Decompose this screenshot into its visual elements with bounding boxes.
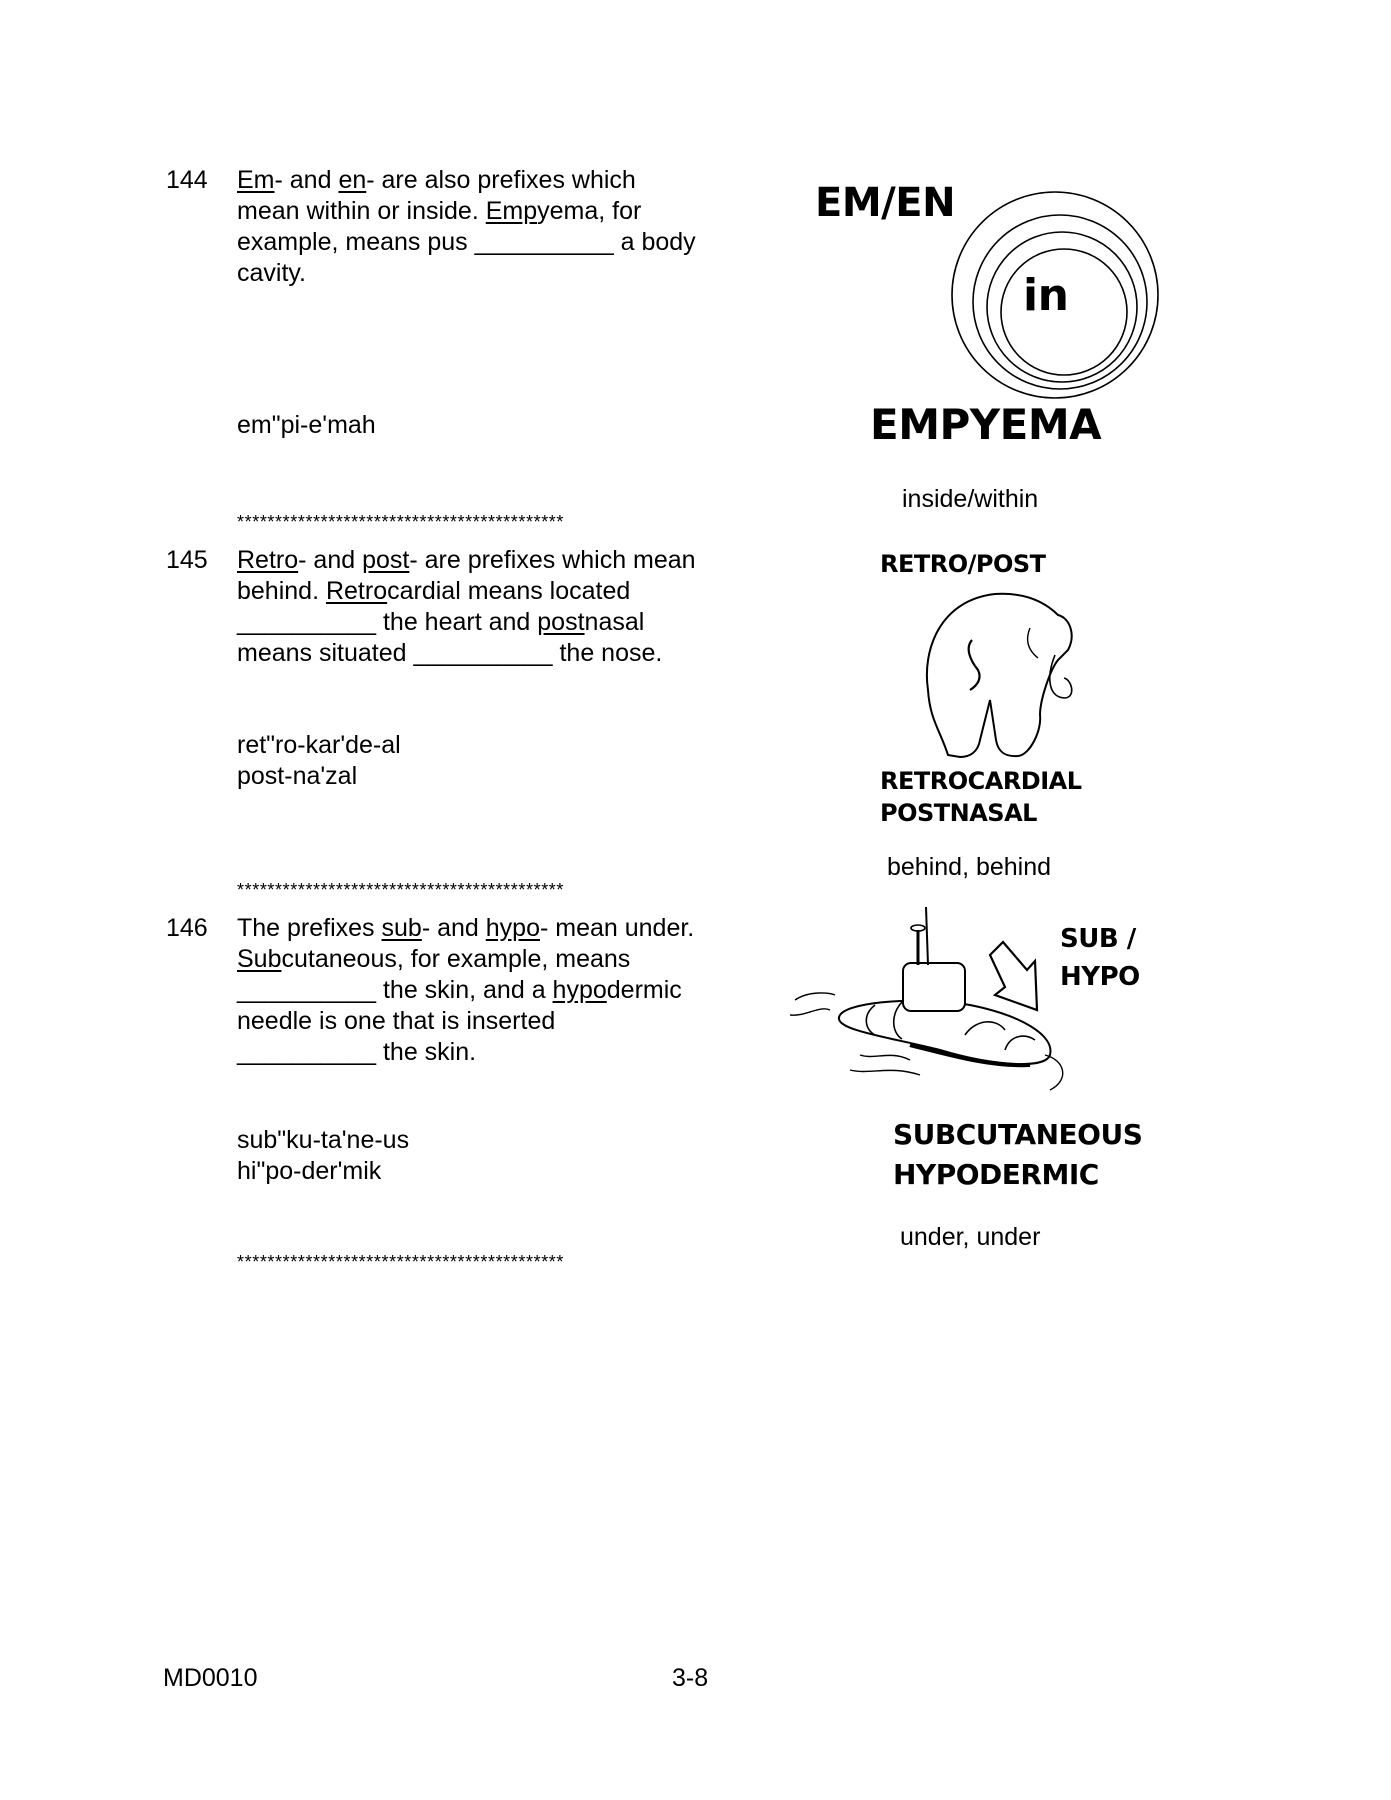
prefix-highlight: Em — [237, 166, 275, 194]
separator: ******************************************* — [237, 880, 565, 900]
prefix-highlight: Retro — [237, 546, 299, 574]
prefix-highlight: Retro — [325, 577, 388, 605]
sub-hypo-figure — [790, 905, 1160, 1205]
figure-caption: SUBCUTANEOUS HYPODERMIC — [893, 1118, 1143, 1191]
frame-number: 145 — [166, 546, 208, 574]
prefix-highlight: post — [537, 608, 585, 636]
elephant-icon — [900, 580, 1080, 760]
prefix-highlight: hypo — [552, 976, 607, 1004]
retro-post-figure — [850, 545, 1110, 825]
prefix-highlight: sub — [381, 914, 422, 942]
answer-144: inside/within — [902, 485, 1039, 513]
frame-text: The prefixes sub- and hypo- mean under. Subcutaneous, for example, means __________ the skin, and a hypodermic needle is one that is inserted __________ the skin. — [237, 914, 695, 1066]
prefix-highlight: post — [362, 546, 410, 574]
page-number: 3-8 — [672, 1664, 709, 1692]
separator: ******************************************* — [237, 512, 565, 532]
em-en-figure — [780, 150, 1160, 450]
frame-number: 144 — [166, 166, 208, 194]
prefix-highlight: en — [338, 166, 367, 194]
figure-title: SUB / HYPO — [1060, 924, 1140, 992]
pronunciation: em"pi-e'mah — [237, 411, 376, 439]
prefix-highlight: hypo — [485, 914, 540, 942]
frame-text: Em- and en- are also prefixes which mean within or inside. Empyema, for example, means pus __________ a body cavity. — [237, 166, 696, 287]
pronunciation: ret"ro-kar'de-al post-na'zal — [237, 731, 401, 790]
figure-title: EM/EN — [815, 180, 956, 226]
figure-title: RETRO/POST — [880, 550, 1046, 578]
frame-145 — [166, 545, 726, 705]
pronunciation: sub"ku-ta'ne-us hi"po-der'mik — [237, 1126, 410, 1185]
prefix-highlight: Emp — [485, 197, 538, 225]
frame-number: 146 — [166, 914, 208, 942]
circle-label: in — [1023, 270, 1069, 321]
separator: ******************************************* — [237, 1252, 565, 1272]
figure-caption: EMPYEMA — [870, 400, 1102, 449]
answer-146: under, under — [900, 1223, 1041, 1251]
prefix-highlight: Sub — [237, 945, 282, 973]
document-id: MD0010 — [163, 1664, 258, 1692]
frame-144 — [166, 165, 726, 295]
figure-caption: RETROCARDIAL POSTNASAL — [880, 767, 1082, 827]
frame-146 — [166, 913, 726, 1073]
answer-145: behind, behind — [887, 853, 1052, 881]
frame-text: Retro- and post- are prefixes which mean behind. Retrocardial means located __________ the heart and postnasal means situated __________ the nose. — [237, 546, 696, 667]
down-arrow-icon — [985, 935, 1055, 1015]
